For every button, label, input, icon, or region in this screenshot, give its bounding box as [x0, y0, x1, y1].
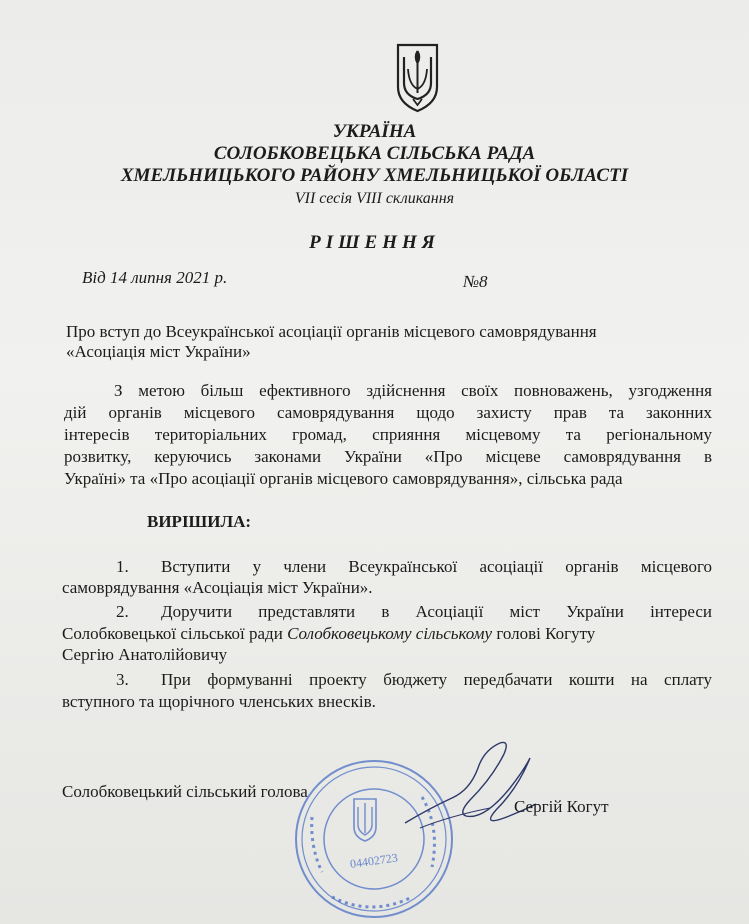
preamble-line-1: З метою більш ефективного здійснення своїх повноважень, узгодження [114, 381, 712, 400]
item-2-head-italic-text: Солобковецькому сільському [287, 624, 493, 643]
item-2-line-3: Сергію Анатолійовичу [62, 645, 228, 664]
item-1-number: 1. [116, 557, 129, 576]
item-2-surname-text: голові Когуту [492, 624, 596, 643]
document-date: Від 14 липня 2021 р. [82, 268, 228, 287]
item-2-line-2 [62, 624, 595, 644]
item-2-council-text: Солобковецької сільської ради [62, 624, 288, 643]
preamble-line-5: Україні» та «Про асоціації органів місцевого самоврядування», сільська рада [64, 469, 623, 488]
stamp-code: 04402723 [349, 850, 399, 872]
subject-line-1: Про вступ до Всеукраїнської асоціації органів місцевого самоврядування [66, 322, 597, 341]
document-number: №8 [463, 272, 488, 291]
preamble-line-2: дій органів місцевого самоврядування щодо захисту прав та законних [64, 403, 712, 422]
signature-position: Солобковецький сільський голова [62, 782, 308, 801]
coat-of-arms-trident-icon [395, 43, 440, 113]
document-title: РІШЕННЯ [309, 232, 440, 253]
item-1-line-1: Вступити у члени Всеукраїнської асоціації органів місцевого [161, 557, 712, 576]
handwritten-signature [400, 738, 540, 838]
item-3-line-1: При формуванні проекту бюджету передбачати кошти на сплату [161, 670, 712, 689]
item-3-line-2: вступного та щорічного членських внесків. [62, 692, 376, 711]
item-2-line-1: Доручити представляти в Асоціації міст України інтереси [161, 602, 712, 621]
item-3-number: 3. [116, 670, 129, 689]
subject-line-2: «Асоціація міст України» [66, 342, 251, 361]
header-council: СОЛОБКОВЕЦЬКА СІЛЬСЬКА РАДА [213, 143, 536, 164]
preamble-line-4: розвитку, керуючись законами України «Про місцеве самоврядування в [64, 447, 712, 466]
signature-name: Сергій Когут [514, 797, 609, 816]
header-country: УКРАЇНА [332, 121, 417, 142]
preamble-line-3: інтересів територіальних громад, сприяння місцевому та регіональному [64, 425, 712, 444]
header-region: ХМЕЛЬНИЦЬКОГО РАЙОНУ ХМЕЛЬНИЦЬКОЇ ОБЛАСТІ [120, 165, 629, 186]
header-session: VII сесія VIII скликання [294, 190, 455, 207]
resolved-heading: ВИРІШИЛА: [147, 512, 252, 531]
item-2-number: 2. [116, 602, 129, 621]
item-1-line-2: самоврядування «Асоціація міст України». [62, 578, 373, 597]
